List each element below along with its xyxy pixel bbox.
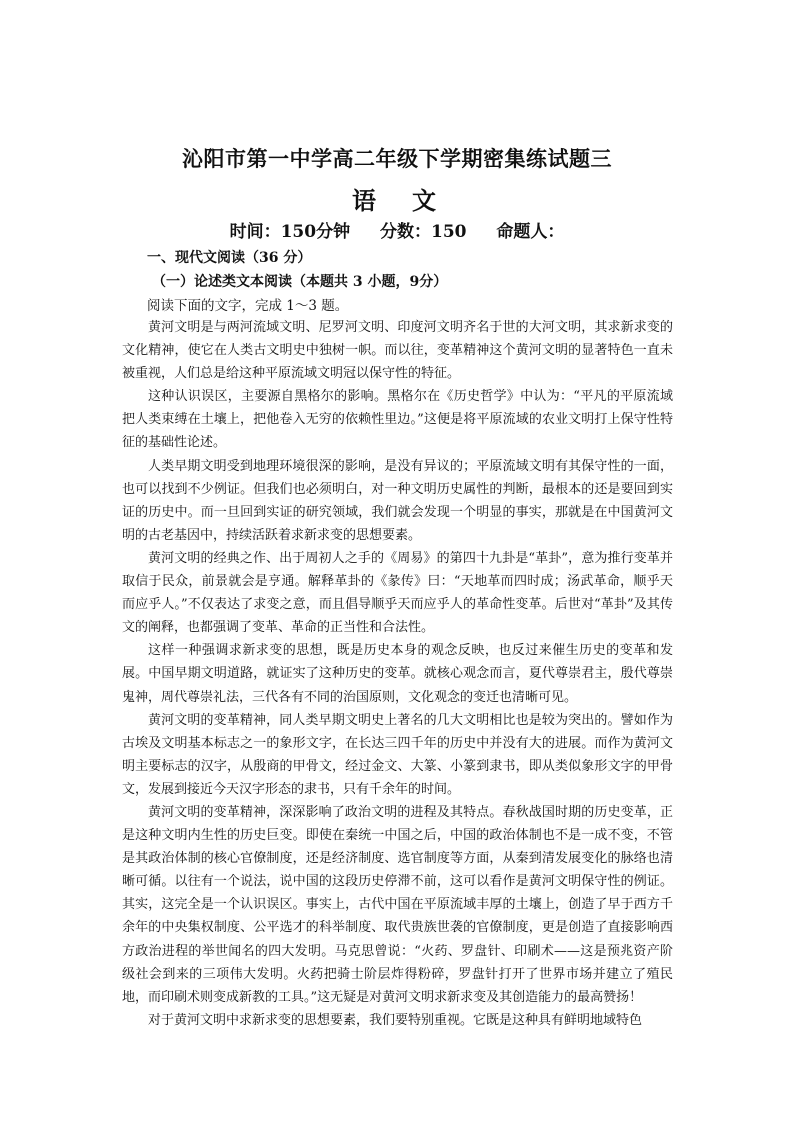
paragraph: 这样一种强调求新求变的思想，既是历史本身的观念反映，也反过来催生历史的变革和发展。中国早期文明道路，就证实了这种历史的变革。就核心观念而言，夏代尊崇君主，殷代尊崇鬼神，周代尊崇礼法，三代各有不同的治国原则，文化观念的变迁也清晰可见。 [122, 643, 673, 705]
paragraph: 这种认识误区，主要源自黑格尔的影响。黑格尔在《历史哲学》中认为：“平凡的平原流域把人类束缚在土壤上，把他卷入无穷的依赖性里边。”这便是将平原流域的农业文明打上保守性特征的基础性论述。 [122, 389, 673, 451]
paragraph: 黄河文明的经典之作、出于周初人之手的《周易》的第四十九卦是“革卦”，意为推行变革并取信于民众，前景就会是亨通。解释革卦的《彖传》曰：“天地革而四时成；汤武革命，顺乎天而应乎人。”不仅表达了求变之意，而且倡导顺乎天而应乎人的革命性变革。后世对“革卦”及其传文的阐释，也都强调了变革、革命的正当性和合法性。 [122, 550, 673, 636]
exam-title: 沁阳市第一中学高二年级下学期密集练试题三 [182, 146, 612, 171]
subject-heading: 语 文 [352, 186, 442, 215]
paragraph: 黄河文明是与两河流域文明、尼罗河文明、印度河文明齐名于世的大河文明，其求新求变的文化精神，使它在人类古文明史中独树一帜。而以往，变革精神这个黄河文明的显著特色一直未被重视，人们总是给这种平原流域文明冠以保守性的特征。 [122, 320, 673, 382]
section-heading-part1: 一、现代文阅读（36 分） [147, 250, 312, 266]
paragraph: 黄河文明的变革精神，同人类早期文明史上著名的几大文明相比也是较为突出的。譬如作为古埃及文明基本标志之一的象形文字，在长达三四千年的历史中并没有大的进展。而作为黄河文明主要标志的汉字，从殷商的甲骨文，经过金文、大篆、小篆到隶书，即从类似象形文字的甲骨文，发展到接近今天汉字形态的隶书，只有千余年的时间。 [122, 712, 673, 797]
exam-info-line [0, 217, 794, 242]
section-heading-argumentative: （一）论述类文本阅读（本题共 3 小题，9分） [152, 274, 448, 290]
paragraph: 黄河文明的变革精神，深深影响了政治文明的进程及其特点。春秋战国时期的历史变革，正是这种文明内生性的历史巨变。即使在秦统一中国之后，中国的政治体制也不是一成不变，不管是其政治体制的核心官僚制度，还是经济制度、选官制度等方面，从秦到清发展变化的脉络也清晰可循。以往有一个说法，说中国的这段历史停滞不前，这可以看作是黄河文明保守性的例证。其实，这完全是一个认识误区。事实上，古代中国在平原流域丰厚的土壤上，创造了早于西方千余年的中央集权制度、公平选才的科举制度、取代贵族世袭的官僚制度，更是创造了直接影响西方政治进程的举世闻名的四大发明。马克思曾说：“火药、罗盘针、印刷术——这是预兆资产阶级社会到来的三项伟大发明。火药把骑士阶层炸得粉碎，罗盘针打开了世界市场并建立了殖民地，而印刷术则变成新教的工具。”这无疑是对黄河文明求新求变及其创造能力的最高赞扬！ [122, 804, 673, 1005]
exam-score: 分数：150 [380, 222, 467, 242]
reading-instruction: 阅读下面的文字，完成 1～3 题。 [147, 298, 349, 314]
exam-time: 时间：150分钟 [229, 222, 351, 242]
paragraph: 人类早期文明受到地理环境很深的影响，是没有异议的；平原流域文明有其保守性的一面，也可以找到不少例证。但我们也必须明白，对一种文明历史属性的判断，最根本的还是要回到实证的历史中。而一旦回到实证的研究领域，我们就会发现一个明显的事实，那就是在中国黄河文明的古老基因中，持续活跃着求新求变的思想要素。 [122, 458, 673, 543]
paragraph: 对于黄河文明中求新求变的思想要素，我们要特别重视。它既是这种具有鲜明地域特色 [148, 1012, 643, 1028]
exam-author: 命题人： [496, 222, 565, 242]
passage-body [122, 316, 673, 1032]
